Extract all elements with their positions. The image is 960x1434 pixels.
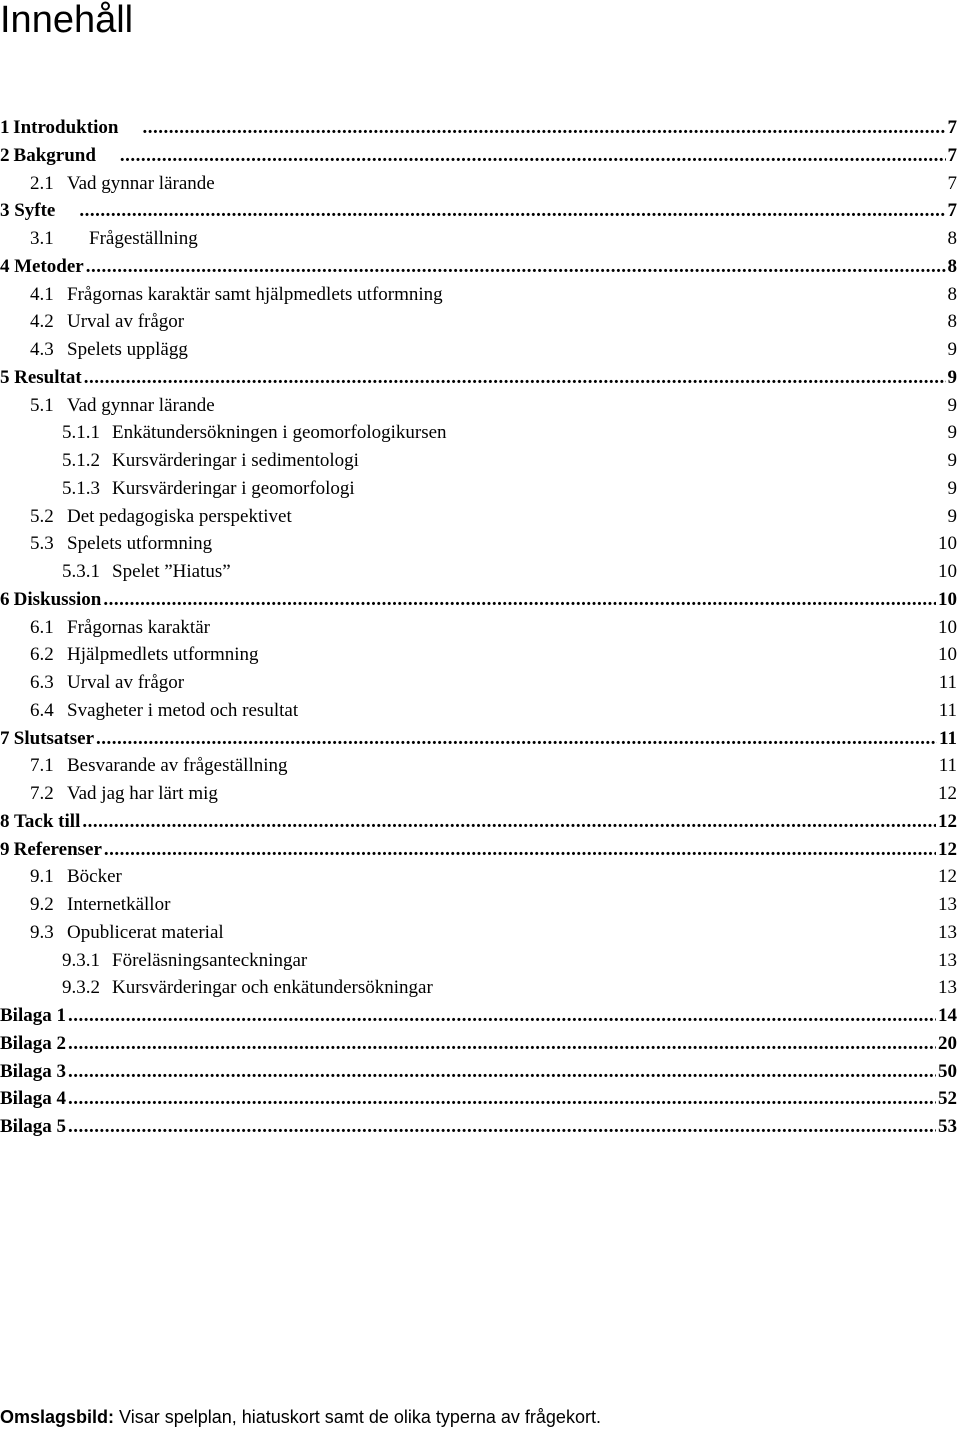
toc-entry-label: Spelets upplägg: [67, 339, 188, 360]
toc-entry[interactable]: [0, 919, 957, 947]
toc-entry-page: 9: [947, 505, 957, 527]
toc-entry[interactable]: [0, 697, 957, 725]
dot-leader: [82, 808, 936, 836]
dot-leader: [68, 1113, 936, 1141]
toc-entry[interactable]: [0, 253, 957, 281]
toc-entry-page: 11: [938, 672, 957, 693]
dot-leader: [84, 364, 946, 392]
toc-entry-number: 7.1: [30, 755, 54, 777]
toc-entry[interactable]: [0, 225, 957, 253]
toc-entry[interactable]: [0, 364, 957, 392]
toc-entry[interactable]: [0, 475, 957, 503]
toc-entry-number: 3: [0, 200, 10, 222]
cover-caption-label: Omslagsbild:: [0, 1407, 115, 1427]
toc-entry-number: 9.3: [30, 921, 54, 943]
toc-entry-page: 9: [947, 366, 957, 388]
toc-entry-page: 13: [938, 894, 957, 915]
toc-entry[interactable]: [0, 170, 957, 198]
toc-entry-label: Föreläsningsanteckningar: [112, 949, 308, 971]
toc-entry-label: Frågeställning: [89, 228, 198, 249]
toc-entry-label: Bilaga 5: [0, 1116, 66, 1137]
toc-entry-label: Svagheter i metod och resultat: [67, 699, 299, 721]
dot-leader: [68, 1030, 936, 1058]
toc-entry-label: Frågornas karaktär samt hjälpmedlets utformning: [67, 283, 443, 305]
toc-entry-page: 9: [947, 450, 957, 471]
toc-entry[interactable]: [0, 863, 957, 891]
toc-entry-label: Urval av frågor: [67, 311, 185, 333]
toc-entry[interactable]: [0, 530, 957, 558]
toc-entry-number: 6.2: [30, 644, 54, 666]
toc-entry-number: 6.3: [30, 672, 54, 693]
toc-entry[interactable]: [0, 669, 957, 697]
toc-entry-number: 7.2: [30, 783, 54, 804]
page-title: Innehåll: [0, 0, 134, 41]
toc-entry-page: 9: [947, 339, 957, 360]
dot-leader: [68, 1002, 936, 1030]
toc-entry-label: Bilaga 2: [0, 1032, 66, 1054]
toc-entry[interactable]: [0, 891, 957, 919]
toc-entry[interactable]: [0, 752, 957, 780]
toc-entry-page: 53: [938, 1116, 957, 1137]
toc-entry-label: Vad jag har lärt mig: [67, 783, 218, 804]
cover-caption-text: Visar spelplan, hiatuskort samt de olika typerna av frågekort.: [114, 1407, 601, 1427]
toc-entry[interactable]: [0, 503, 957, 531]
dot-leader: [68, 1058, 936, 1086]
toc-entry[interactable]: [0, 392, 957, 420]
toc-entry-number: 5.3: [30, 533, 54, 555]
toc-entry-number: 5.1.3: [62, 477, 100, 499]
toc-entry-number: 4.3: [30, 339, 54, 360]
toc-entry-label: Bakgrund: [13, 144, 96, 166]
toc-entry-number: 4.2: [30, 311, 54, 333]
dot-leader: [103, 586, 936, 614]
toc-entry[interactable]: [0, 1085, 957, 1113]
toc-entry-page: 10: [938, 533, 957, 555]
toc-entry[interactable]: [0, 281, 957, 309]
toc-entry[interactable]: [0, 558, 957, 586]
toc-entry-page: 10: [938, 561, 957, 582]
toc-entry-number: 7: [0, 727, 10, 749]
toc-entry[interactable]: [0, 114, 957, 142]
toc-entry-label: Tack till: [14, 810, 81, 832]
toc-entry-page: 9: [947, 422, 957, 444]
toc-entry-label: Frågornas karaktär: [67, 616, 210, 638]
toc-entry-number: 2.1: [30, 172, 54, 194]
toc-entry[interactable]: [0, 586, 957, 614]
toc-entry-number: 9.2: [30, 894, 54, 915]
dot-leader: [96, 725, 937, 753]
toc-entry-label: Hjälpmedlets utformning: [67, 644, 259, 666]
toc-entry-label: Bilaga 1: [0, 1005, 66, 1026]
toc-entry[interactable]: [0, 947, 957, 975]
toc-entry-number: 2: [0, 144, 10, 166]
toc-entry-label: Metoder: [14, 255, 84, 277]
toc-entry-page: 9: [947, 477, 957, 499]
toc-entry-page: 12: [938, 866, 957, 888]
toc-entry-page: 13: [938, 949, 957, 971]
toc-entry-page: 7: [947, 117, 957, 138]
toc-entry-label: Kursvärderingar i sedimentologi: [112, 450, 359, 471]
toc-entry-page: 7: [947, 172, 957, 194]
toc-entry-page: 14: [938, 1005, 957, 1026]
table-of-contents: [0, 114, 957, 1141]
toc-entry[interactable]: [0, 974, 957, 1002]
toc-entry-label: Urval av frågor: [67, 672, 185, 693]
toc-entry-label: Besvarande av frågeställning: [67, 755, 288, 777]
toc-entry-number: 5.2: [30, 505, 54, 527]
toc-entry-page: 11: [939, 727, 957, 749]
toc-entry-label: Bilaga 3: [0, 1060, 66, 1082]
toc-entry[interactable]: [0, 142, 957, 170]
toc-entry-number: 5.1.2: [62, 450, 100, 471]
toc-entry-label: Slutsatser: [13, 727, 95, 749]
toc-entry[interactable]: [0, 308, 957, 336]
toc-entry-label: Diskussion: [13, 588, 102, 610]
toc-entry-page: 13: [938, 977, 957, 999]
dot-leader: [68, 1085, 936, 1113]
toc-entry[interactable]: [0, 1030, 957, 1058]
toc-entry-number: 4.1: [30, 283, 54, 305]
toc-entry[interactable]: [0, 447, 957, 475]
toc-entry-number: 9.3.2: [62, 977, 100, 999]
toc-entry[interactable]: [0, 1058, 957, 1086]
toc-entry-number: 5.1: [30, 394, 54, 416]
toc-entry-label: Referenser: [13, 838, 102, 860]
toc-entry-label: Det pedagogiska perspektivet: [67, 505, 292, 527]
toc-entry-page: 50: [938, 1060, 957, 1082]
toc-entry-page: 8: [947, 283, 957, 305]
toc-entry-label: Böcker: [67, 866, 122, 888]
toc-entry-label: Internetkällor: [67, 894, 171, 915]
toc-entry-number: 1: [0, 117, 10, 138]
toc-entry-page: 52: [938, 1088, 957, 1110]
dot-leader: [79, 197, 945, 225]
toc-entry-page: 8: [947, 311, 957, 333]
toc-entry-page: 8: [947, 228, 957, 249]
toc-entry-page: 7: [947, 200, 957, 222]
toc-entry-number: 4: [0, 255, 10, 277]
toc-entry-number: 6.4: [30, 699, 54, 721]
toc-entry-label: Spelets utformning: [67, 533, 213, 555]
toc-entry-label: Introduktion: [13, 117, 119, 138]
toc-entry[interactable]: [0, 614, 957, 642]
toc-entry[interactable]: [0, 197, 957, 225]
toc-entry[interactable]: [0, 1113, 957, 1141]
toc-entry-page: 12: [938, 783, 957, 804]
toc-entry-page: 12: [938, 838, 957, 860]
toc-entry[interactable]: [0, 1002, 957, 1030]
dot-leader: [104, 836, 936, 864]
toc-entry-number: 5.3.1: [62, 561, 100, 582]
toc-entry[interactable]: [0, 725, 957, 753]
toc-entry-page: 11: [938, 699, 957, 721]
toc-entry-label: Kursvärderingar i geomorfologi: [112, 477, 355, 499]
toc-entry-number: 6.1: [30, 616, 54, 638]
toc-entry-number: 9: [0, 838, 10, 860]
toc-entry-number: 9.1: [30, 866, 54, 888]
toc-entry-label: Kursvärderingar och enkätundersökningar: [112, 977, 433, 999]
toc-entry-label: Bilaga 4: [0, 1088, 66, 1110]
dot-leader: [120, 142, 946, 170]
dot-leader: [142, 114, 945, 142]
toc-entry[interactable]: [0, 780, 957, 808]
toc-entry-label: Resultat: [14, 366, 82, 388]
toc-entry[interactable]: [0, 836, 957, 864]
toc-entry[interactable]: [0, 641, 957, 669]
toc-entry-number: 3.1: [30, 228, 54, 249]
toc-entry-label: Vad gynnar lärande: [67, 394, 215, 416]
cover-caption: [0, 1405, 601, 1429]
toc-entry[interactable]: [0, 419, 957, 447]
toc-entry-page: 7: [947, 144, 957, 166]
toc-entry-label: Spelet ”Hiatus”: [112, 561, 231, 582]
toc-entry-page: 13: [938, 921, 957, 943]
toc-entry-label: Enkätundersökningen i geomorfologikursen: [112, 422, 447, 444]
toc-entry[interactable]: [0, 808, 957, 836]
toc-entry[interactable]: [0, 336, 957, 364]
toc-entry-page: 8: [947, 255, 957, 277]
toc-entry-number: 5.1.1: [62, 422, 100, 444]
toc-entry-label: Syfte: [14, 200, 56, 222]
toc-entry-page: 10: [938, 588, 957, 610]
toc-entry-number: 8: [0, 810, 10, 832]
toc-entry-number: 5: [0, 366, 10, 388]
toc-entry-number: 9.3.1: [62, 949, 100, 971]
toc-entry-page: 10: [938, 644, 957, 666]
toc-entry-page: 12: [938, 810, 957, 832]
toc-entry-number: 6: [0, 588, 10, 610]
toc-entry-page: 10: [938, 616, 957, 638]
toc-entry-page: 20: [938, 1032, 957, 1054]
dot-leader: [86, 253, 946, 281]
toc-entry-page: 9: [947, 394, 957, 416]
toc-entry-label: Vad gynnar lärande: [67, 172, 215, 194]
toc-entry-page: 11: [938, 755, 957, 777]
toc-entry-label: Opublicerat material: [67, 921, 224, 943]
